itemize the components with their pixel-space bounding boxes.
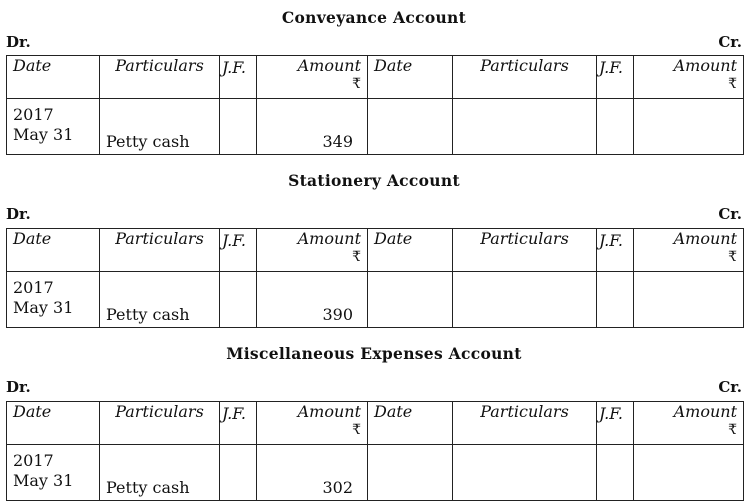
entry-jf <box>220 272 257 328</box>
ledger-table <box>6 401 744 501</box>
jf-header: J.F. <box>597 402 634 445</box>
debit-label: Dr. <box>6 378 31 396</box>
rupee-symbol: ₹ <box>352 422 361 438</box>
date-header: Date <box>368 56 453 99</box>
empty-cell <box>597 272 634 328</box>
entry-date: 2017 May 31 <box>7 99 100 155</box>
entry-particulars: Petty cash <box>100 99 220 155</box>
date-header: Date <box>368 229 453 272</box>
debit-label: Dr. <box>6 205 31 223</box>
entry-particulars: Petty cash <box>100 272 220 328</box>
entry-amount: 302 <box>257 445 368 501</box>
amount-header: Amount ₹ <box>634 56 744 99</box>
amount-header: Amount ₹ <box>257 56 368 99</box>
ledger-entry-row <box>7 99 744 155</box>
credit-label: Cr. <box>718 205 742 223</box>
debit-label: Dr. <box>6 33 31 51</box>
empty-cell <box>634 445 744 501</box>
account-title: Stationery Account <box>288 171 460 190</box>
jf-header: J.F. <box>220 56 257 99</box>
date-header: Date <box>368 402 453 445</box>
particulars-header: Particulars <box>453 229 597 272</box>
particulars-header: Particulars <box>100 56 220 99</box>
amount-header: Amount ₹ <box>257 229 368 272</box>
particulars-header: Particulars <box>453 56 597 99</box>
empty-cell <box>597 445 634 501</box>
rupee-symbol: ₹ <box>352 76 361 92</box>
ledger-header-row <box>7 402 744 445</box>
account-title: Miscellaneous Expenses Account <box>226 344 522 363</box>
particulars-header: Particulars <box>100 402 220 445</box>
date-header: Date <box>7 56 100 99</box>
amount-header: Amount ₹ <box>634 402 744 445</box>
empty-cell <box>368 445 453 501</box>
date-header: Date <box>7 402 100 445</box>
empty-cell <box>453 99 597 155</box>
rupee-symbol: ₹ <box>728 249 737 265</box>
account-title: Conveyance Account <box>281 8 467 27</box>
jf-header: J.F. <box>597 229 634 272</box>
ledger-table <box>6 55 744 155</box>
ledger-entry-row <box>7 272 744 328</box>
date-header: Date <box>7 229 100 272</box>
entry-date: 2017 May 31 <box>7 445 100 501</box>
ledger-table <box>6 228 744 328</box>
amount-header: Amount ₹ <box>634 229 744 272</box>
entry-particulars: Petty cash <box>100 445 220 501</box>
ledger-entry-row <box>7 445 744 501</box>
empty-cell <box>634 272 744 328</box>
ledger-header-row <box>7 56 744 99</box>
ledger-header-row <box>7 229 744 272</box>
entry-date: 2017 May 31 <box>7 272 100 328</box>
empty-cell <box>368 272 453 328</box>
empty-cell <box>453 445 597 501</box>
entry-jf <box>220 445 257 501</box>
entry-amount: 349 <box>257 99 368 155</box>
jf-header: J.F. <box>597 56 634 99</box>
rupee-symbol: ₹ <box>728 76 737 92</box>
particulars-header: Particulars <box>453 402 597 445</box>
credit-label: Cr. <box>718 33 742 51</box>
rupee-symbol: ₹ <box>352 249 361 265</box>
jf-header: J.F. <box>220 402 257 445</box>
empty-cell <box>634 99 744 155</box>
empty-cell <box>453 272 597 328</box>
empty-cell <box>368 99 453 155</box>
entry-amount: 390 <box>257 272 368 328</box>
empty-cell <box>597 99 634 155</box>
jf-header: J.F. <box>220 229 257 272</box>
amount-header: Amount ₹ <box>257 402 368 445</box>
entry-jf <box>220 99 257 155</box>
rupee-symbol: ₹ <box>728 422 737 438</box>
particulars-header: Particulars <box>100 229 220 272</box>
credit-label: Cr. <box>718 378 742 396</box>
